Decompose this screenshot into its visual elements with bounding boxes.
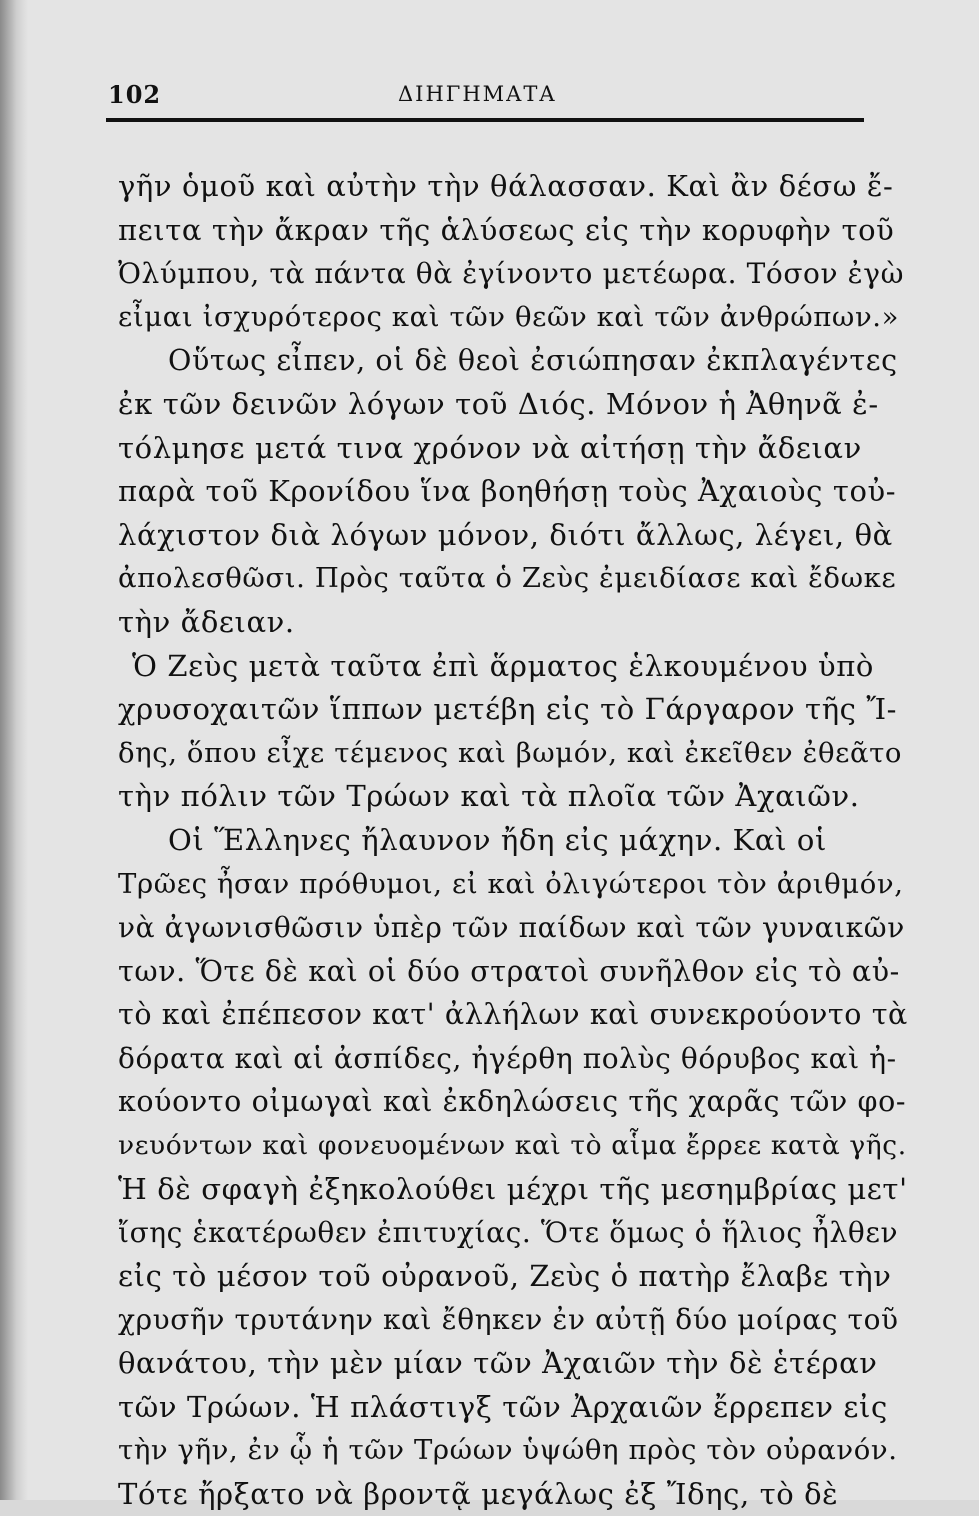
text-line: γῆν ὁμοῦ καὶ αὐτὴν τὴν θάλασσαν. Καὶ ἂν δέσω ἔ- xyxy=(118,169,894,203)
text-line: ἴσης ἑκατέρωθεν ἐπιτυχίας. Ὅτε ὅμως ὁ ἥλιος ἦλθεν xyxy=(118,1216,899,1250)
text-line: δόρατα καὶ αἱ ἀσπίδες, ἠγέρθη πολὺς θόρυβος καὶ ἠ- xyxy=(118,1041,897,1075)
text-line: θανάτου, τὴν μὲν μίαν τῶν Ἀχαιῶν τὴν δὲ ἑτέραν xyxy=(118,1346,878,1381)
text-line: τὴν πόλιν τῶν Τρώων καὶ τὰ πλοῖα τῶν Ἀχαιῶν. xyxy=(118,779,860,814)
text-line: τόλμησε μετά τινα χρόνον νὰ αἰτήσῃ τὴν ἄδειαν xyxy=(118,430,862,465)
text-line: δης, ὅπου εἶχε τέμενος καὶ βωμόν, καὶ ἐκεῖθεν ἐθεᾶτο xyxy=(118,736,903,769)
page-number: 102 xyxy=(108,80,162,109)
text-line: των. Ὅτε δὲ καὶ οἱ δύο στρατοὶ συνῆλθον εἰς τὸ αὐ- xyxy=(118,954,900,988)
running-title: ΔΙΗΓΗΜΑΤΑ xyxy=(398,82,557,106)
text-line: νὰ ἀγωνισθῶσιν ὑπὲρ τῶν παίδων καὶ τῶν γυναικῶν xyxy=(118,911,905,945)
text-line: εἶμαι ἰσχυρότερος καὶ τῶν θεῶν καὶ τῶν ἀνθρώπων.» xyxy=(118,300,900,333)
text-line: ἐκ τῶν δεινῶν λόγων τοῦ Διός. Μόνον ἡ Ἀθηνᾶ ἐ- xyxy=(118,386,879,421)
header-rule xyxy=(106,118,864,122)
text-line: Ἡ δὲ σφαγὴ ἐξηκολούθει μέχρι τῆς μεσημβρίας μετ' xyxy=(118,1171,908,1206)
text-line: λάχιστον διὰ λόγων μόνον, διότι ἄλλως, λέγει, θὰ xyxy=(118,517,893,552)
text-line: Τρῶες ἦσαν πρόθυμοι, εἰ καὶ ὀλιγώτεροι τὸν ἀριθμόν, xyxy=(118,867,904,900)
text-line: ἀπολεσθῶσι. Πρὸς ταῦτα ὁ Ζεὺς ἐμειδίασε καὶ ἔδωκε xyxy=(118,562,897,595)
text-line: χρυσῆν τρυτάνην καὶ ἔθηκεν ἐν αὐτῇ δύο μοίρας τοῦ xyxy=(118,1303,899,1337)
page-gutter-shadow xyxy=(0,0,28,1500)
text-line: Ὁ Ζεὺς μετὰ ταῦτα ἐπὶ ἅρματος ἑλκουμένου ὑπὸ xyxy=(132,648,874,683)
text-line: πειτα τὴν ἄκραν τῆς ἁλύσεως εἰς τὴν κορυφὴν τοῦ xyxy=(118,212,895,247)
body-text xyxy=(118,165,908,1516)
text-line: Τότε ἤρξατο νὰ βροντᾷ μεγάλως ἐξ Ἴδης, τὸ δὲ xyxy=(118,1476,839,1511)
text-line: τὸ καὶ ἐπέπεσον κατ' ἀλλήλων καὶ συνεκρούοντο τὰ xyxy=(118,998,908,1032)
text-line: Οὕτως εἶπεν, οἱ δὲ θεοὶ ἐσιώπησαν ἐκπλαγέντες xyxy=(168,344,898,378)
page-header xyxy=(108,80,868,110)
text-line: Οἱ Ἕλληνες ἤλαυνον ἤδη εἰς μάχην. Καὶ οἱ xyxy=(168,822,827,857)
text-line: τὴν γῆν, ἐν ᾧ ἡ τῶν Τρώων ὑψώθη πρὸς τὸν οὐρανόν. xyxy=(118,1434,898,1467)
text-line: εἰς τὸ μέσον τοῦ οὐρανοῦ, Ζεὺς ὁ πατὴρ ἔλαβε τὴν xyxy=(118,1258,892,1293)
text-line: κούοντο οἰμωγαὶ καὶ ἐκδηλώσεις τῆς χαρᾶς τῶν φο- xyxy=(118,1085,907,1119)
text-line: νευόντων καὶ φονευομένων καὶ τὸ αἷμα ἔρρεε κατὰ γῆς. xyxy=(118,1130,907,1162)
text-line: παρὰ τοῦ Κρονίδου ἵνα βοηθήσῃ τοὺς Ἀχαιοὺς τοὐ- xyxy=(118,474,897,509)
text-line: χρυσοχαιτῶν ἵππων μετέβη εἰς τὸ Γάργαρον τῆς Ἴ- xyxy=(118,692,898,727)
text-line: Ὀλύμπου, τὰ πάντα θὰ ἐγίνοντο μετέωρα. Τόσον ἐγὼ xyxy=(118,257,905,291)
text-line: τῶν Τρώων. Ἡ πλάστιγξ τῶν Ἀρχαιῶν ἔρρεπεν εἰς xyxy=(118,1389,888,1424)
text-line: τὴν ἄδειαν. xyxy=(118,604,295,639)
